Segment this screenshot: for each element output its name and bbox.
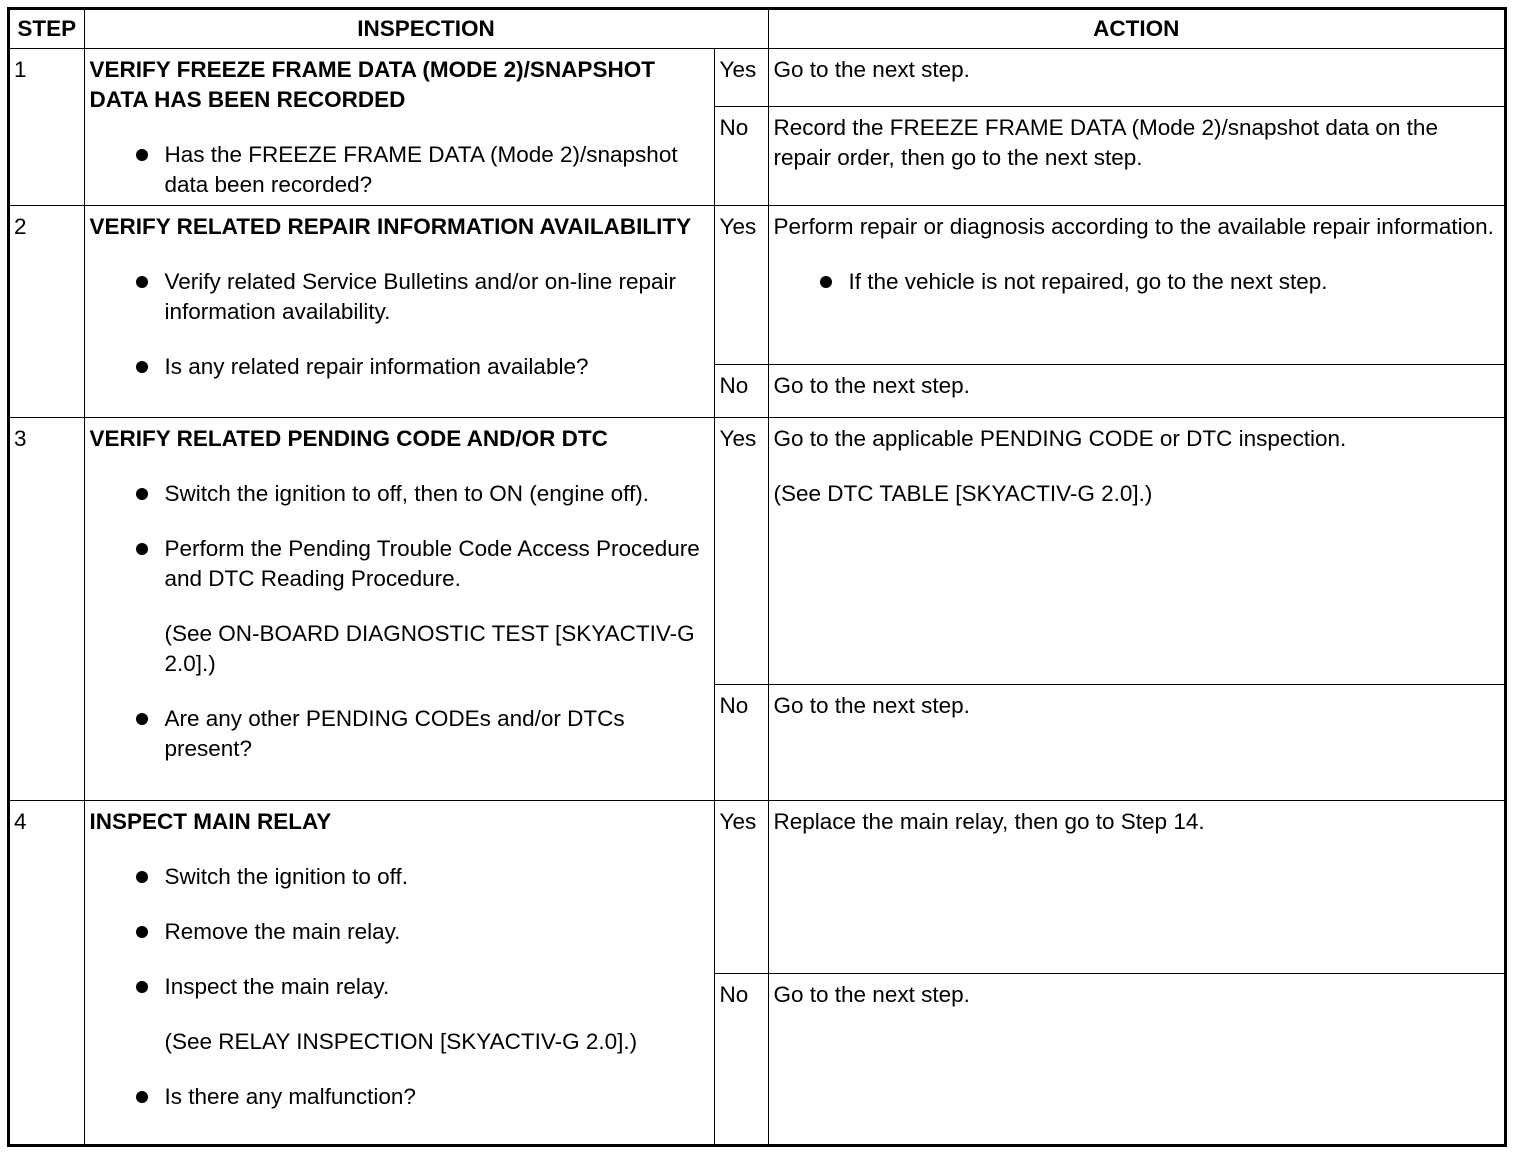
yes-action-text: Go to the applicable PENDING CODE or DTC inspection. xyxy=(773,426,1347,451)
inspection-title: VERIFY FREEZE FRAME DATA (MODE 2)/SNAPSHOT DATA HAS BEEN RECORDED xyxy=(89,57,655,112)
inspection-cell xyxy=(84,206,714,418)
inspection-bullet: Is there any malfunction? xyxy=(90,1082,709,1112)
no-action-text: Go to the next step. xyxy=(773,693,970,718)
inspection-bullet: Switch the ignition to off. xyxy=(90,862,709,892)
header-inspection: INSPECTION xyxy=(84,10,768,49)
yes-label: Yes xyxy=(714,49,768,107)
inspection-title: INSPECT MAIN RELAY xyxy=(89,809,332,834)
inspection-bullet: Remove the main relay. xyxy=(90,917,709,947)
table-row-step-4-yes xyxy=(10,801,1504,974)
yes-action xyxy=(768,206,1504,365)
header-action: ACTION xyxy=(768,10,1504,49)
yes-label: Yes xyxy=(714,801,768,974)
reference-note: (See ON-BOARD DIAGNOSTIC TEST [SKYACTIV-G 2.0].) xyxy=(164,621,695,676)
no-action-text: Go to the next step. xyxy=(773,373,970,398)
no-action-text: Record the FREEZE FRAME DATA (Mode 2)/snapshot data on the repair order, then go to the next step. xyxy=(773,115,1438,170)
inspection-bullets xyxy=(90,479,709,764)
inspection-bullet-text: Perform the Pending Trouble Code Access Procedure and DTC Reading Procedure. xyxy=(164,536,700,591)
inspection-bullet: Is any related repair information available? xyxy=(90,352,709,382)
yes-label: Yes xyxy=(714,206,768,365)
inspection-cell xyxy=(84,801,714,1147)
yes-action-text: Replace the main relay, then go to Step 14. xyxy=(773,809,1205,834)
inspection-bullet xyxy=(90,972,709,1057)
no-label: No xyxy=(714,365,768,418)
yes-action xyxy=(768,801,1504,974)
yes-action-text: Perform repair or diagnosis according to the available repair information. xyxy=(773,214,1494,239)
table-row-step-2-yes xyxy=(10,206,1504,365)
no-action xyxy=(768,107,1504,206)
inspection-bullet: Has the FREEZE FRAME DATA (Mode 2)/snapshot data been recorded? xyxy=(90,140,709,200)
step-number: 3 xyxy=(10,418,84,801)
diagnostic-procedure-table xyxy=(10,10,1504,1147)
yes-action xyxy=(768,49,1504,107)
no-label: No xyxy=(714,685,768,801)
inspection-bullet: Are any other PENDING CODEs and/or DTCs present? xyxy=(90,704,709,764)
inspection-title: VERIFY RELATED PENDING CODE AND/OR DTC xyxy=(89,426,608,451)
no-action-text: Go to the next step. xyxy=(773,982,970,1007)
inspection-bullets xyxy=(90,862,709,1112)
table-row-step-3-yes xyxy=(10,418,1504,685)
no-label: No xyxy=(714,107,768,206)
inspection-bullet: Verify related Service Bulletins and/or on-line repair information availability. xyxy=(90,267,709,327)
action-bullet: If the vehicle is not repaired, go to the next step. xyxy=(774,267,1500,297)
table-row-step-1-yes xyxy=(10,49,1504,107)
table-header-row xyxy=(10,10,1504,49)
header-step: STEP xyxy=(10,10,84,49)
reference-note: (See RELAY INSPECTION [SKYACTIV-G 2.0].) xyxy=(164,1029,638,1054)
yes-action-text: Go to the next step. xyxy=(773,57,970,82)
inspection-bullet: Switch the ignition to off, then to ON (engine off). xyxy=(90,479,709,509)
inspection-title: VERIFY RELATED REPAIR INFORMATION AVAILABILITY xyxy=(89,214,692,239)
inspection-bullets xyxy=(90,267,709,382)
step-number: 2 xyxy=(10,206,84,418)
inspection-bullet-text: Inspect the main relay. xyxy=(164,974,390,999)
diagnostic-table-frame xyxy=(7,7,1507,1147)
step-number: 1 xyxy=(10,49,84,206)
step-number: 4 xyxy=(10,801,84,1147)
no-action xyxy=(768,685,1504,801)
no-action xyxy=(768,974,1504,1147)
yes-label: Yes xyxy=(714,418,768,685)
action-bullets xyxy=(774,267,1500,297)
yes-action xyxy=(768,418,1504,685)
inspection-bullet xyxy=(90,534,709,679)
inspection-bullets xyxy=(90,140,709,200)
inspection-cell xyxy=(84,418,714,801)
no-label: No xyxy=(714,974,768,1147)
inspection-cell xyxy=(84,49,714,206)
no-action xyxy=(768,365,1504,418)
reference-note: (See DTC TABLE [SKYACTIV-G 2.0].) xyxy=(773,481,1153,506)
